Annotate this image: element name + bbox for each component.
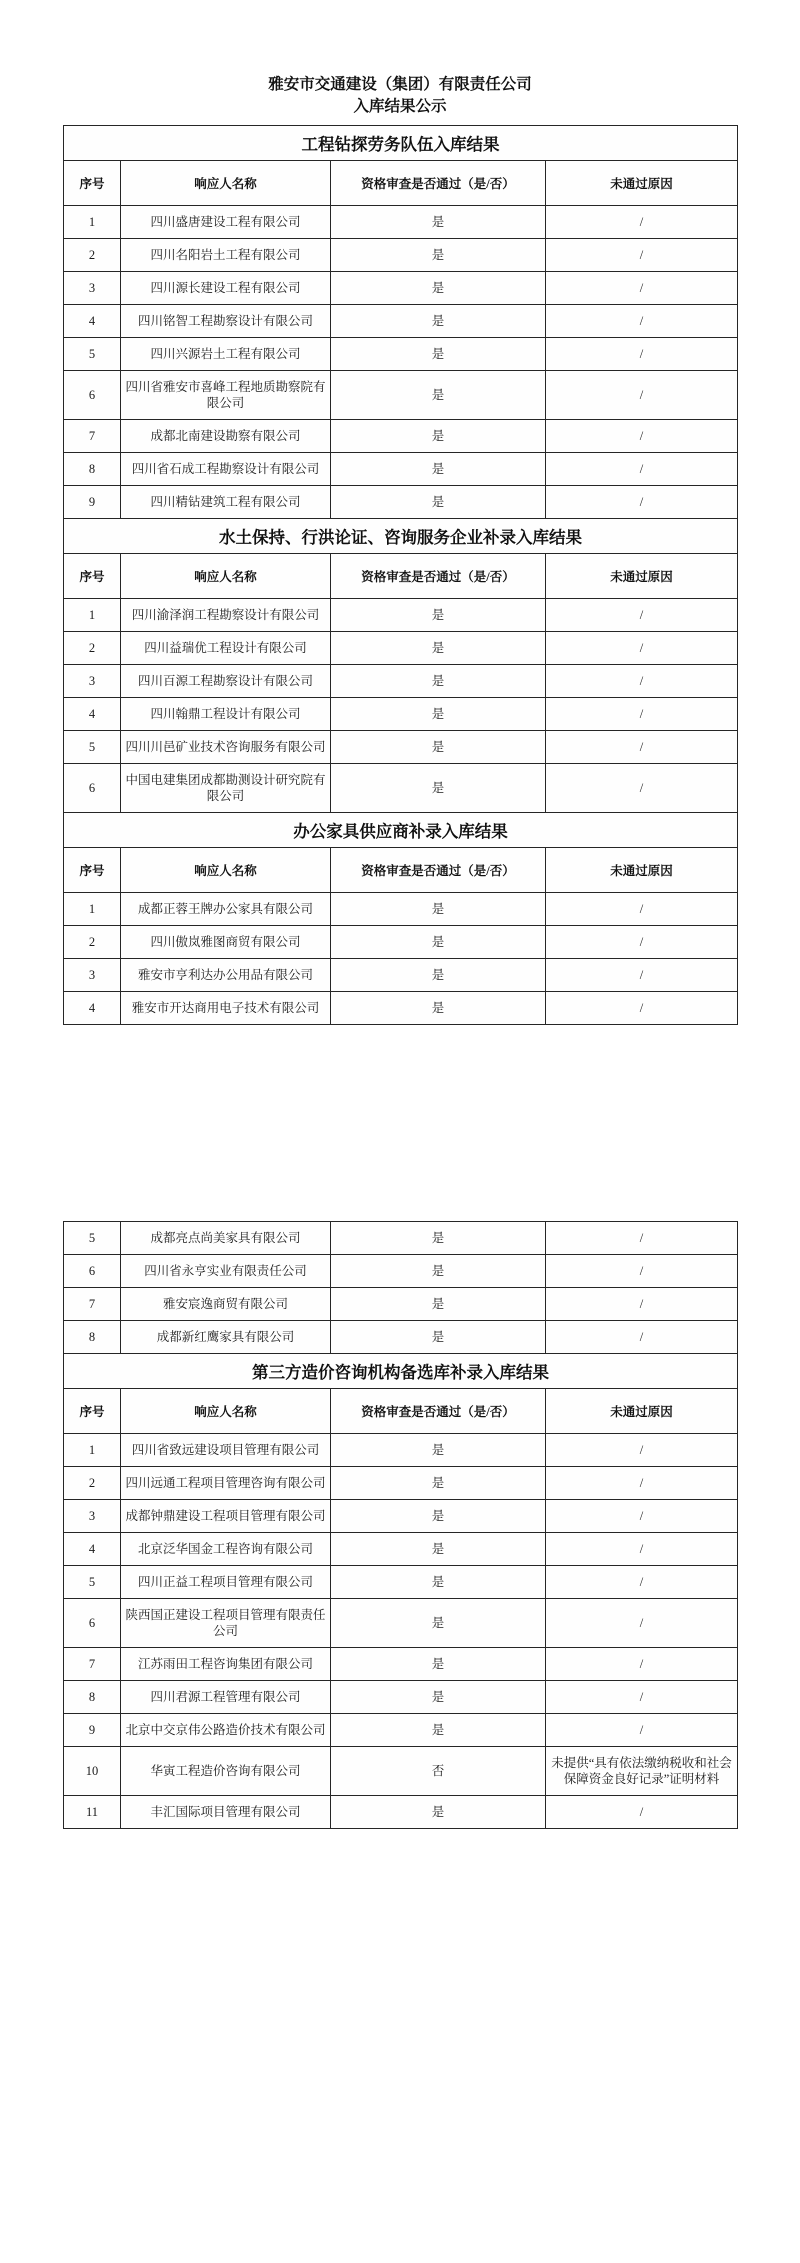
- cell-reason: /: [546, 1796, 738, 1829]
- results-table-page1: [63, 125, 738, 1025]
- column-header-no: 序号: [64, 161, 121, 206]
- table-row: [64, 305, 738, 338]
- cell-reason: /: [546, 698, 738, 731]
- cell-pass: 是: [331, 1599, 546, 1648]
- table-row: [64, 1434, 738, 1467]
- column-header-reason: 未通过原因: [546, 554, 738, 599]
- cell-no: 3: [64, 959, 121, 992]
- cell-no: 1: [64, 893, 121, 926]
- column-header-reason: 未通过原因: [546, 1389, 738, 1434]
- results-table-page2-body: [64, 1222, 738, 1829]
- cell-name: 四川精钻建筑工程有限公司: [121, 486, 331, 519]
- cell-name: 四川川邑矿业技术咨询服务有限公司: [121, 731, 331, 764]
- cell-name: 中国电建集团成都勘测设计研究院有限公司: [121, 764, 331, 813]
- cell-no: 5: [64, 1222, 121, 1255]
- cell-no: 4: [64, 698, 121, 731]
- cell-reason: /: [546, 1714, 738, 1747]
- cell-no: 7: [64, 420, 121, 453]
- cell-no: 2: [64, 239, 121, 272]
- table-row: [64, 665, 738, 698]
- column-header-name: 响应人名称: [121, 161, 331, 206]
- cell-pass: 是: [331, 1222, 546, 1255]
- column-header-pass: 资格审查是否通过（是/否）: [331, 1389, 546, 1434]
- table-row: [64, 1467, 738, 1500]
- table-row: [64, 1566, 738, 1599]
- section-title-row: [64, 519, 738, 554]
- table-row: [64, 599, 738, 632]
- cell-pass: 是: [331, 272, 546, 305]
- table-row: [64, 206, 738, 239]
- cell-no: 7: [64, 1288, 121, 1321]
- column-header-reason: 未通过原因: [546, 848, 738, 893]
- cell-no: 8: [64, 1321, 121, 1354]
- cell-reason: /: [546, 272, 738, 305]
- cell-reason: /: [546, 486, 738, 519]
- cell-no: 9: [64, 1714, 121, 1747]
- document-title-line2: 入库结果公示: [353, 98, 447, 115]
- table-row: [64, 1321, 738, 1354]
- cell-no: 8: [64, 1681, 121, 1714]
- cell-reason: /: [546, 1321, 738, 1354]
- cell-reason: /: [546, 665, 738, 698]
- cell-pass: 是: [331, 1714, 546, 1747]
- cell-reason: /: [546, 1533, 738, 1566]
- cell-name: 四川傲岚雅图商贸有限公司: [121, 926, 331, 959]
- section-title: 第三方造价咨询机构备选库补录入库结果: [64, 1354, 738, 1389]
- table-row: [64, 371, 738, 420]
- table-row: [64, 698, 738, 731]
- results-table-page1-body: [64, 126, 738, 1025]
- column-header-row: [64, 161, 738, 206]
- cell-name: 四川省永亨实业有限责任公司: [121, 1255, 331, 1288]
- cell-name: 北京泛华国金工程咨询有限公司: [121, 1533, 331, 1566]
- cell-name: 四川百源工程勘察设计有限公司: [121, 665, 331, 698]
- cell-name: 四川翰鼎工程设计有限公司: [121, 698, 331, 731]
- cell-pass: 是: [331, 338, 546, 371]
- cell-name: 陕西国正建设工程项目管理有限责任公司: [121, 1599, 331, 1648]
- cell-no: 3: [64, 665, 121, 698]
- column-header-no: 序号: [64, 1389, 121, 1434]
- cell-name: 北京中交京伟公路造价技术有限公司: [121, 1714, 331, 1747]
- cell-no: 5: [64, 338, 121, 371]
- cell-reason: /: [546, 1255, 738, 1288]
- section-title-row: [64, 813, 738, 848]
- cell-reason: /: [546, 599, 738, 632]
- cell-no: 6: [64, 371, 121, 420]
- cell-no: 1: [64, 599, 121, 632]
- cell-pass: 是: [331, 959, 546, 992]
- section-title: 水土保持、行洪论证、咨询服务企业补录入库结果: [64, 519, 738, 554]
- cell-pass: 是: [331, 1467, 546, 1500]
- column-header-pass: 资格审查是否通过（是/否）: [331, 554, 546, 599]
- cell-name: 四川铭智工程勘察设计有限公司: [121, 305, 331, 338]
- table-row: [64, 1796, 738, 1829]
- section-title-row: [64, 1354, 738, 1389]
- cell-reason: /: [546, 1648, 738, 1681]
- cell-pass: 是: [331, 599, 546, 632]
- cell-reason: /: [546, 1599, 738, 1648]
- cell-no: 2: [64, 926, 121, 959]
- column-header-no: 序号: [64, 848, 121, 893]
- cell-name: 丰汇国际项目管理有限公司: [121, 1796, 331, 1829]
- cell-name: 成都新红鹰家具有限公司: [121, 1321, 331, 1354]
- cell-reason: /: [546, 1681, 738, 1714]
- cell-no: 11: [64, 1796, 121, 1829]
- cell-name: 四川兴源岩土工程有限公司: [121, 338, 331, 371]
- cell-no: 10: [64, 1747, 121, 1796]
- cell-pass: 是: [331, 1321, 546, 1354]
- column-header-row: [64, 1389, 738, 1434]
- cell-name: 四川盛唐建设工程有限公司: [121, 206, 331, 239]
- cell-no: 1: [64, 206, 121, 239]
- cell-reason: /: [546, 632, 738, 665]
- column-header-pass: 资格审查是否通过（是/否）: [331, 848, 546, 893]
- table-row: [64, 1599, 738, 1648]
- cell-no: 6: [64, 1255, 121, 1288]
- cell-reason: /: [546, 239, 738, 272]
- cell-name: 成都钟鼎建设工程项目管理有限公司: [121, 1500, 331, 1533]
- table-row: [64, 992, 738, 1025]
- table-row: [64, 1681, 738, 1714]
- cell-no: 6: [64, 764, 121, 813]
- cell-name: 四川益瑞优工程设计有限公司: [121, 632, 331, 665]
- cell-no: 2: [64, 632, 121, 665]
- cell-pass: 是: [331, 1533, 546, 1566]
- table-row: [64, 1714, 738, 1747]
- cell-reason: /: [546, 338, 738, 371]
- column-header-name: 响应人名称: [121, 1389, 331, 1434]
- document-title: [0, 0, 800, 118]
- cell-pass: 是: [331, 239, 546, 272]
- cell-reason: /: [546, 1467, 738, 1500]
- cell-name: 江苏雨田工程咨询集团有限公司: [121, 1648, 331, 1681]
- cell-no: 2: [64, 1467, 121, 1500]
- cell-reason: /: [546, 1288, 738, 1321]
- table-row: [64, 731, 738, 764]
- cell-pass: 是: [331, 420, 546, 453]
- cell-reason: /: [546, 371, 738, 420]
- cell-pass: 是: [331, 1288, 546, 1321]
- cell-pass: 是: [331, 1796, 546, 1829]
- table-row: [64, 1533, 738, 1566]
- cell-no: 9: [64, 486, 121, 519]
- cell-reason: /: [546, 420, 738, 453]
- cell-pass: 是: [331, 1434, 546, 1467]
- cell-pass: 是: [331, 926, 546, 959]
- cell-pass: 是: [331, 1681, 546, 1714]
- cell-name: 四川省石成工程勘察设计有限公司: [121, 453, 331, 486]
- table-row: [64, 1222, 738, 1255]
- table-row: [64, 1255, 738, 1288]
- cell-pass: 是: [331, 764, 546, 813]
- column-header-name: 响应人名称: [121, 554, 331, 599]
- cell-pass: 是: [331, 1648, 546, 1681]
- cell-pass: 是: [331, 1255, 546, 1288]
- column-header-reason: 未通过原因: [546, 161, 738, 206]
- table-row: [64, 1747, 738, 1796]
- cell-reason: /: [546, 305, 738, 338]
- table-row: [64, 1500, 738, 1533]
- cell-pass: 是: [331, 893, 546, 926]
- column-header-pass: 资格审查是否通过（是/否）: [331, 161, 546, 206]
- cell-reason: /: [546, 1500, 738, 1533]
- cell-pass: 是: [331, 698, 546, 731]
- cell-name: 四川省致远建设项目管理有限公司: [121, 1434, 331, 1467]
- cell-pass: 是: [331, 371, 546, 420]
- column-header-name: 响应人名称: [121, 848, 331, 893]
- cell-reason: /: [546, 893, 738, 926]
- cell-reason: /: [546, 1222, 738, 1255]
- cell-reason: /: [546, 453, 738, 486]
- table-row: [64, 959, 738, 992]
- column-header-no: 序号: [64, 554, 121, 599]
- cell-no: 8: [64, 453, 121, 486]
- cell-pass: 是: [331, 731, 546, 764]
- cell-name: 成都北南建设勘察有限公司: [121, 420, 331, 453]
- cell-pass: 是: [331, 305, 546, 338]
- cell-reason: /: [546, 206, 738, 239]
- results-table-page2: [63, 1221, 738, 1829]
- table-row: [64, 453, 738, 486]
- table-row: [64, 764, 738, 813]
- cell-no: 3: [64, 272, 121, 305]
- cell-name: 四川君源工程管理有限公司: [121, 1681, 331, 1714]
- table-row: [64, 272, 738, 305]
- table-row: [64, 893, 738, 926]
- document-title-line1: 雅安市交通建设（集团）有限责任公司: [268, 76, 532, 93]
- cell-reason: /: [546, 1434, 738, 1467]
- section-title-row: [64, 126, 738, 161]
- table-row: [64, 926, 738, 959]
- cell-reason: /: [546, 959, 738, 992]
- cell-name: 成都正蓉王牌办公家具有限公司: [121, 893, 331, 926]
- cell-name: 四川源长建设工程有限公司: [121, 272, 331, 305]
- cell-pass: 是: [331, 992, 546, 1025]
- table-row: [64, 486, 738, 519]
- cell-name: 雅安市开达商用电子技术有限公司: [121, 992, 331, 1025]
- table-row: [64, 1648, 738, 1681]
- cell-no: 4: [64, 992, 121, 1025]
- table-row: [64, 338, 738, 371]
- cell-pass: 是: [331, 206, 546, 239]
- cell-reason: /: [546, 731, 738, 764]
- cell-no: 4: [64, 305, 121, 338]
- cell-name: 四川远通工程项目管理咨询有限公司: [121, 1467, 331, 1500]
- cell-pass: 是: [331, 665, 546, 698]
- cell-name: 四川正益工程项目管理有限公司: [121, 1566, 331, 1599]
- table-row: [64, 420, 738, 453]
- cell-pass: 是: [331, 632, 546, 665]
- cell-no: 3: [64, 1500, 121, 1533]
- cell-reason: 未提供“具有依法缴纳税收和社会保障资金良好记录”证明材料: [546, 1747, 738, 1796]
- section-title: 工程钻探劳务队伍入库结果: [64, 126, 738, 161]
- cell-no: 1: [64, 1434, 121, 1467]
- cell-reason: /: [546, 992, 738, 1025]
- cell-reason: /: [546, 926, 738, 959]
- cell-pass: 是: [331, 453, 546, 486]
- cell-pass: 是: [331, 486, 546, 519]
- cell-reason: /: [546, 764, 738, 813]
- cell-no: 6: [64, 1599, 121, 1648]
- cell-no: 5: [64, 1566, 121, 1599]
- table-row: [64, 632, 738, 665]
- table-row: [64, 239, 738, 272]
- table-row: [64, 1288, 738, 1321]
- cell-no: 5: [64, 731, 121, 764]
- cell-name: 四川省雅安市喜峰工程地质勘察院有限公司: [121, 371, 331, 420]
- cell-pass: 否: [331, 1747, 546, 1796]
- cell-name: 成都亮点尚美家具有限公司: [121, 1222, 331, 1255]
- cell-pass: 是: [331, 1500, 546, 1533]
- column-header-row: [64, 554, 738, 599]
- cell-name: 雅安宸逸商贸有限公司: [121, 1288, 331, 1321]
- section-title: 办公家具供应商补录入库结果: [64, 813, 738, 848]
- cell-name: 华寅工程造价咨询有限公司: [121, 1747, 331, 1796]
- cell-pass: 是: [331, 1566, 546, 1599]
- cell-name: 雅安市亨利达办公用品有限公司: [121, 959, 331, 992]
- cell-reason: /: [546, 1566, 738, 1599]
- cell-no: 7: [64, 1648, 121, 1681]
- cell-name: 四川渝泽润工程勘察设计有限公司: [121, 599, 331, 632]
- cell-name: 四川名阳岩土工程有限公司: [121, 239, 331, 272]
- cell-no: 4: [64, 1533, 121, 1566]
- column-header-row: [64, 848, 738, 893]
